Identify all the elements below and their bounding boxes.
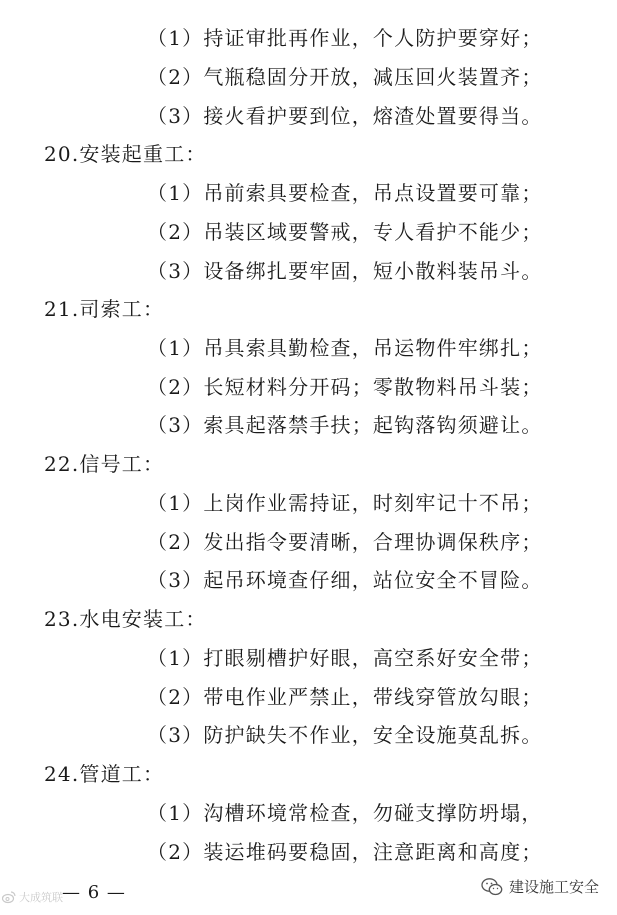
- list-item: （2）带电作业严禁止，带线穿管放勾眼；: [147, 685, 543, 709]
- list-item: （2）吊装区域要警戒，专人看护不能少；: [147, 220, 543, 244]
- watermark-right: [481, 876, 599, 897]
- list-item: （2）发出指令要清晰，合理协调保秩序；: [147, 530, 543, 554]
- list-item: （2）长短材料分开码；零散物料吊斗装；: [147, 375, 543, 399]
- list-item: （1）打眼剔槽护好眼，高空系好安全带；: [147, 646, 543, 670]
- section-heading: 21.司索工：: [44, 297, 165, 321]
- list-item: （3）接火看护要到位，熔渣处置要得当。: [147, 104, 543, 128]
- list-item: （1）持证审批再作业，个人防护要穿好；: [147, 26, 543, 50]
- list-item: （1）吊具索具勤检查，吊运物件牢绑扎；: [147, 336, 543, 360]
- section-heading: 24.管道工：: [44, 762, 165, 786]
- list-item: （3）起吊环境查仔细，站位安全不冒险。: [147, 568, 543, 592]
- list-item: （3）索具起落禁手扶；起钩落钩须避让。: [147, 413, 543, 437]
- section-heading: 23.水电安装工：: [44, 607, 207, 631]
- section-heading: 20.安装起重工：: [44, 142, 207, 166]
- list-item: （2）气瓶稳固分开放，减压回火装置齐；: [147, 65, 543, 89]
- list-item: （1）上岗作业需持证，时刻牢记十不吊；: [147, 491, 543, 515]
- weibo-icon: [2, 890, 16, 904]
- list-item: （1）吊前索具要检查，吊点设置要可靠；: [147, 181, 543, 205]
- wechat-icon: [481, 877, 503, 897]
- watermark-left-text: 大成筑联: [19, 891, 63, 904]
- section-heading: 22.信号工：: [44, 452, 165, 476]
- watermark-right-text: 建设施工安全: [508, 878, 599, 896]
- list-item: （1）沟槽环境常检查，勿碰支撑防坍塌，: [147, 801, 543, 825]
- list-item: （3）设备绑扎要牢固，短小散料装吊斗。: [147, 259, 543, 283]
- list-item: （3）防护缺失不作业，安全设施莫乱拆。: [147, 723, 543, 747]
- list-item: （2）装运堆码要稳固，注意距离和高度；: [147, 840, 543, 864]
- watermark-left: [2, 889, 63, 905]
- page-number: — 6 —: [62, 882, 126, 903]
